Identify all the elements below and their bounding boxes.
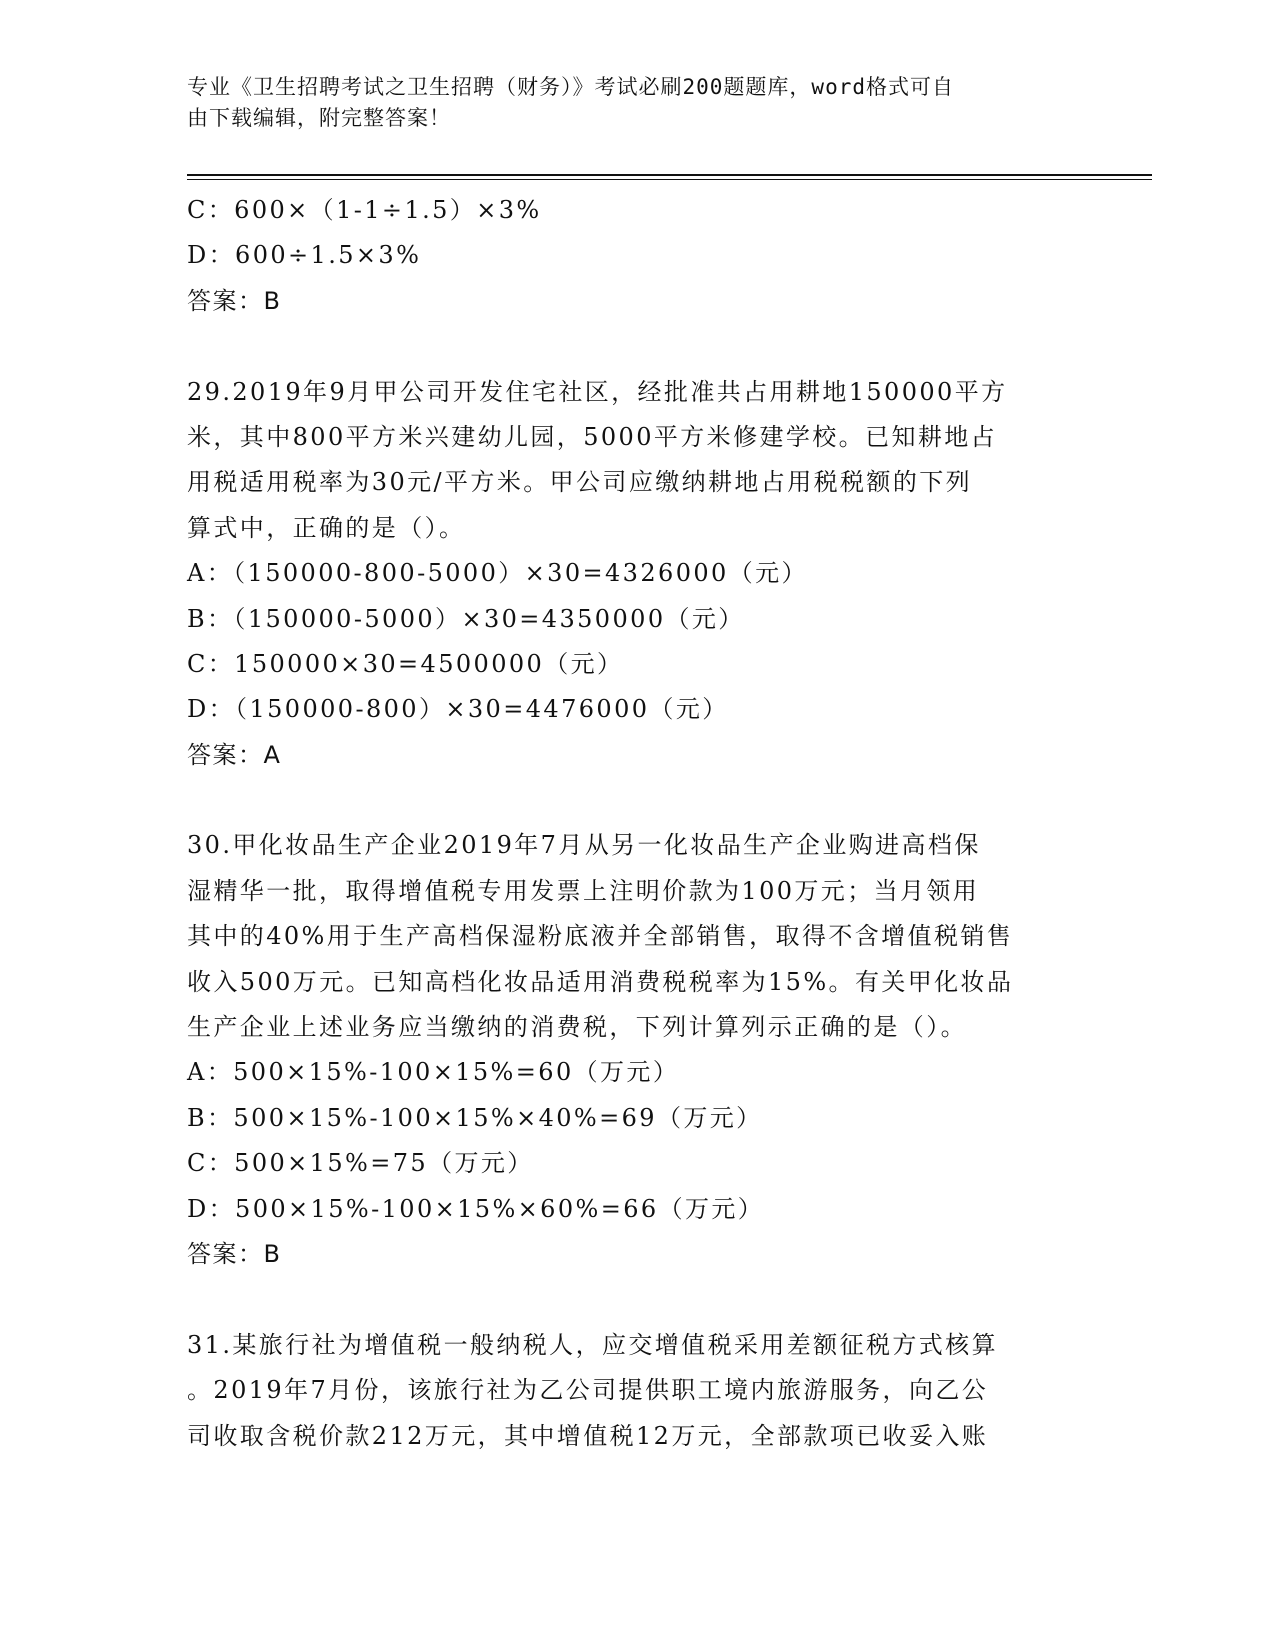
question-stem-line: 收入500万元。已知高档化妆品适用消费税税率为15%。有关甲化妆品 <box>187 967 1014 996</box>
question-30 <box>187 823 1087 1277</box>
spacer <box>187 778 1087 823</box>
header-title-line-1: 专业《卫生招聘考试之卫生招聘（财务）》考试必刷200题题库，word格式可自 <box>187 75 954 99</box>
header-title-line-2: 由下载编辑，附完整答案！ <box>187 106 451 130</box>
option-d: D：500×15%-100×15%×60%=66（万元） <box>187 1194 765 1223</box>
option-c: C：500×15%=75（万元） <box>187 1149 534 1178</box>
question-stem-line: 米，其中800平方米兴建幼儿园，5000平方米修建学校。已知耕地占 <box>187 422 998 451</box>
option-b: B：（150000-5000）×30=4350000（元） <box>187 604 745 633</box>
spacer <box>187 1277 1087 1322</box>
question-stem-line: 31.某旅行社为增值税一般纳税人，应交增值税采用差额征税方式核算 <box>187 1330 998 1359</box>
page-header <box>187 72 1067 134</box>
answer-line: 答案：B <box>187 1239 282 1268</box>
question-stem-line: 29.2019年9月甲公司开发住宅社区，经批准共占用耕地150000平方 <box>187 377 1008 406</box>
option-c: C：600×（1-1÷1.5）×3% <box>187 196 542 224</box>
question-stem-line: 其中的40%用于生产高档保湿粉底液并全部销售，取得不含增值税销售 <box>187 922 1014 951</box>
question-stem-line: 。2019年7月份，该旅行社为乙公司提供职工境内旅游服务，向乙公 <box>187 1376 989 1405</box>
question-29 <box>187 370 1087 779</box>
answer-line: 答案：B <box>187 286 282 315</box>
option-d: D：600÷1.5×3% <box>187 241 422 270</box>
option-b: B：500×15%-100×15%×40%=69（万元） <box>187 1103 763 1132</box>
option-c: C：150000×30=4500000（元） <box>187 649 624 678</box>
option-d: D：（150000-800）×30=4476000（元） <box>187 695 729 724</box>
document-body <box>187 188 1087 1459</box>
option-a: A：500×15%-100×15%=60（万元） <box>187 1058 680 1087</box>
question-stem-line: 湿精华一批，取得增值税专用发票上注明价款为100万元；当月领用 <box>187 876 980 905</box>
question-stem-line: 生产企业上述业务应当缴纳的消费税，下列计算列示正确的是（）。 <box>187 1013 967 1042</box>
header-divider-thin <box>187 179 1152 180</box>
question-31 <box>187 1323 1087 1459</box>
header-divider-thick <box>187 174 1152 176</box>
question-28-continuation <box>187 188 1087 324</box>
question-stem-line: 司收取含税价款212万元，其中增值税12万元，全部款项已收妥入账 <box>187 1421 989 1450</box>
question-stem-line: 30.甲化妆品生产企业2019年7月从另一化妆品生产企业购进高档保 <box>187 831 981 860</box>
option-a: A：（150000-800-5000）×30=4326000（元） <box>187 559 808 588</box>
spacer <box>187 324 1087 369</box>
answer-line: 答案：A <box>187 740 282 769</box>
question-stem-line: 算式中，正确的是（）。 <box>187 513 466 542</box>
question-stem-line: 用税适用税率为30元/平方米。甲公司应缴纳耕地占用税税额的下列 <box>187 468 973 497</box>
